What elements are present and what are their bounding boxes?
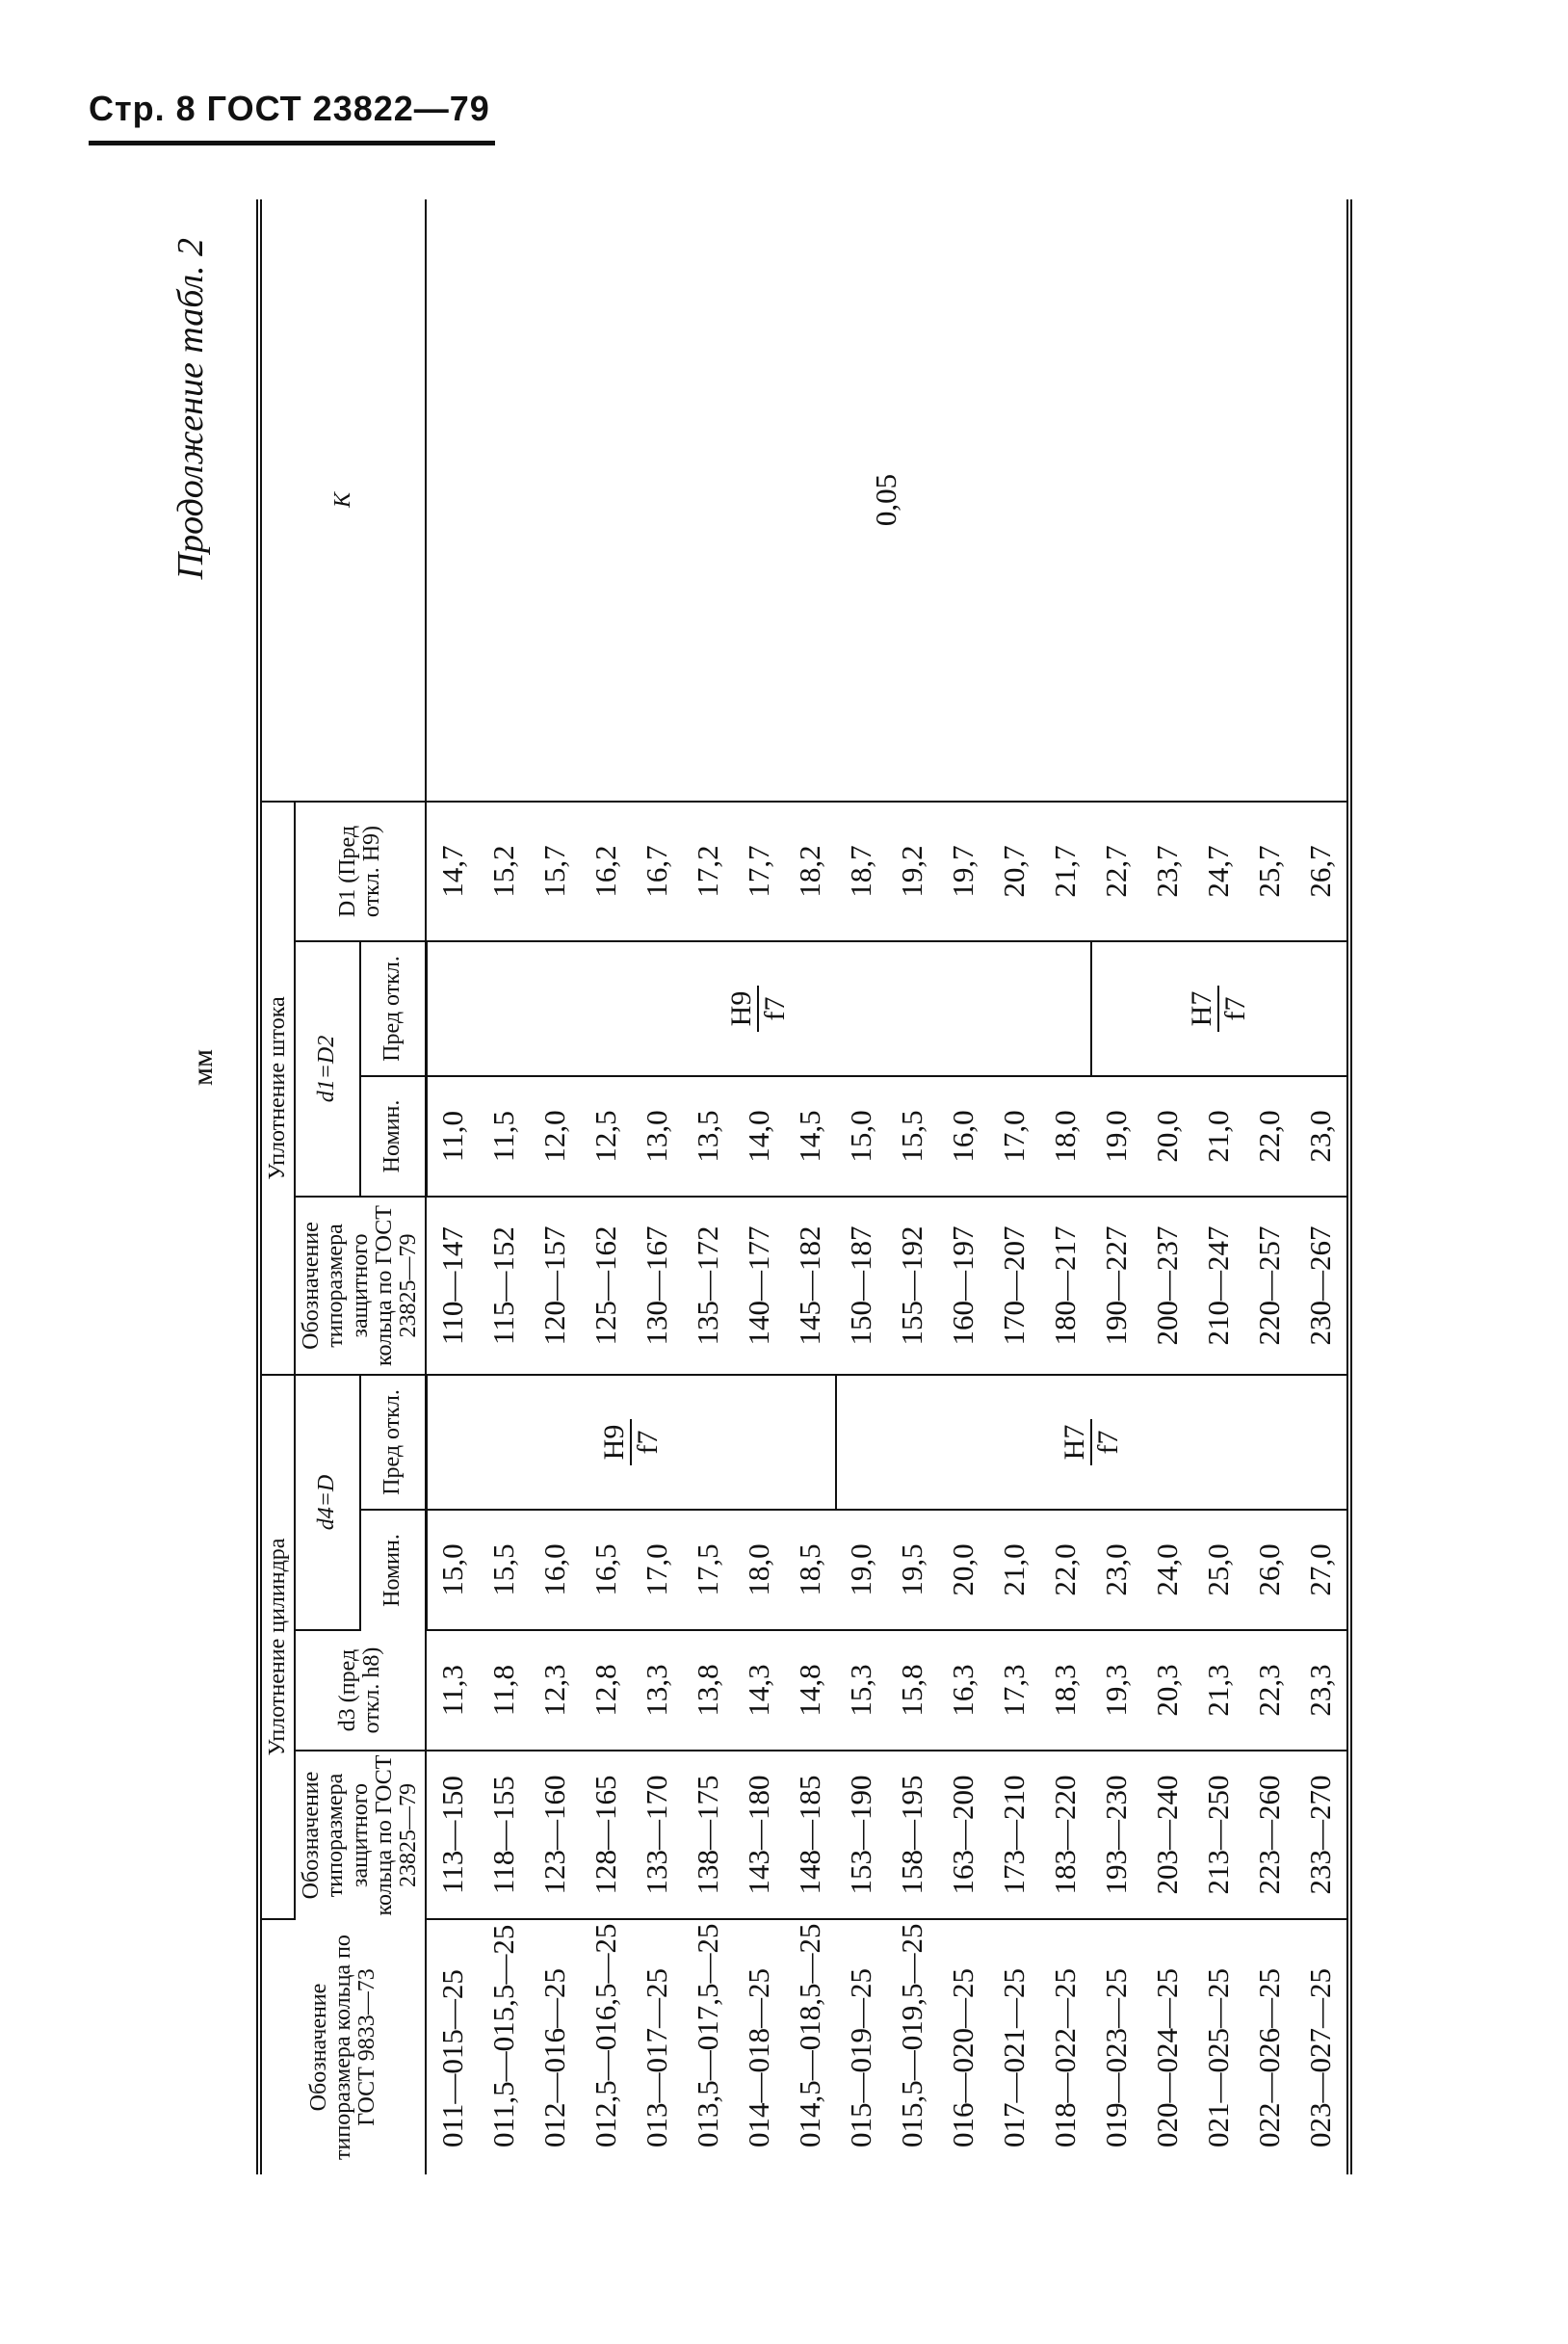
ring-designation: 023—027—25 <box>1303 1968 1338 2147</box>
rod-protect-ring: 115—152 <box>479 1197 530 1375</box>
col-ring-header: Обозначение типоразмера кольца по ГОСТ 9833—73 <box>259 1919 426 2174</box>
cyl-protect-ring: 233—270 <box>1295 1751 1349 1919</box>
ring-designation: 020—024—25 <box>1150 1968 1185 2147</box>
rod-nomin: 18,0 <box>1040 1076 1091 1197</box>
D1-value: 17,7 <box>734 802 785 941</box>
rod-tolerance-a <box>426 941 1091 1076</box>
cyl-protect-ring: 223—260 <box>1244 1751 1295 1919</box>
ring-designation: 012,5—016,5—25 <box>588 1923 623 2147</box>
ring-designation: 015—019—25 <box>844 1968 878 2147</box>
cylinder-group-header: Уплотнение цилиндра <box>259 1375 295 1919</box>
rod-nomin: 12,5 <box>581 1076 632 1197</box>
cylinder-tolerance-a <box>426 1375 836 1510</box>
cyl-nomin: 16,5 <box>581 1510 632 1630</box>
dimensions-table <box>256 199 1352 2174</box>
cyl-nomin: 25,0 <box>1193 1510 1244 1630</box>
header-rule <box>89 141 495 145</box>
cyl-protect-ring: 163—200 <box>938 1751 989 1919</box>
rod-protect-ring: 145—182 <box>785 1197 836 1375</box>
ring-designation: 013—017—25 <box>640 1968 674 2147</box>
rod-nomin: 13,0 <box>632 1076 683 1197</box>
cyl-protect-ring: 193—230 <box>1091 1751 1142 1919</box>
ring-designation: 015,5—019,5—25 <box>895 1923 929 2147</box>
col-d1-header: d1=D2 <box>295 941 359 1197</box>
tolerance-hole: H7 <box>1058 1419 1092 1466</box>
cyl-nomin: 15,5 <box>479 1510 530 1630</box>
D1-value: 19,2 <box>887 802 938 941</box>
rod-protect-ring: 190—227 <box>1091 1197 1142 1375</box>
d3-value: 18,3 <box>1040 1630 1091 1751</box>
tolerance-hole: H9 <box>598 1419 632 1466</box>
rod-nomin: 20,0 <box>1142 1076 1193 1197</box>
ring-designation: 013,5—017,5—25 <box>691 1923 725 2147</box>
rod-nomin: 17,0 <box>989 1076 1040 1197</box>
ring-designation: 016—020—25 <box>946 1968 980 2147</box>
cyl-nomin: 19,0 <box>836 1510 887 1630</box>
col-rod-protect-header: Обозначение типоразмера защитного кольца по ГОСТ 23825—79 <box>295 1197 426 1375</box>
rod-protect-ring: 130—167 <box>632 1197 683 1375</box>
tolerance-hole: H9 <box>725 986 759 1033</box>
cyl-protect-ring: 123—160 <box>530 1751 581 1919</box>
col-D1-header: D1 (Пред откл. H9) <box>295 802 426 941</box>
rod-protect-ring: 135—172 <box>683 1197 734 1375</box>
ring-designation: 014—018—25 <box>742 1968 776 2147</box>
cyl-nomin: 17,5 <box>683 1510 734 1630</box>
tolerance-fraction <box>725 986 791 1033</box>
table-caption: Продолжение табл. 2 <box>170 238 211 580</box>
rod-nomin: 15,5 <box>887 1076 938 1197</box>
rod-nomin: 11,0 <box>426 1076 479 1197</box>
table-body <box>426 199 1349 2174</box>
D1-value: 16,7 <box>632 802 683 941</box>
tolerance-shaft: f7 <box>759 996 792 1021</box>
tolerance-fraction <box>1186 986 1251 1033</box>
rotated-table-block <box>170 199 1499 2174</box>
rod-protect-ring: 150—187 <box>836 1197 887 1375</box>
ring-designation: 012—016—25 <box>537 1968 572 2147</box>
k-value: 0,05 <box>426 199 1349 802</box>
rod-nomin: 12,0 <box>530 1076 581 1197</box>
d3-value: 15,8 <box>887 1630 938 1751</box>
D1-value: 19,7 <box>938 802 989 941</box>
rod-protect-ring: 170—207 <box>989 1197 1040 1375</box>
rod-tolerance-b <box>1091 941 1349 1076</box>
cyl-protect-ring: 183—220 <box>1040 1751 1091 1919</box>
page-header: Стр. 8 ГОСТ 23822—79 <box>89 89 490 128</box>
rod-protect-ring: 160—197 <box>938 1197 989 1375</box>
ring-designation: 011,5—015,5—25 <box>486 1924 521 2147</box>
cyl-protect-ring: 133—170 <box>632 1751 683 1919</box>
d3-value: 11,8 <box>479 1630 530 1751</box>
cyl-protect-ring: 148—185 <box>785 1751 836 1919</box>
d3-value: 14,3 <box>734 1630 785 1751</box>
col-k-header: K <box>259 199 426 802</box>
rod-nomin: 19,0 <box>1091 1076 1142 1197</box>
rod-protect-ring: 200—237 <box>1142 1197 1193 1375</box>
tolerance-fraction <box>1058 1419 1124 1466</box>
col-cyl-protect-header: Обозначение типоразмера защитного кольца по ГОСТ 23825—79 <box>295 1751 426 1919</box>
cyl-nomin: 24,0 <box>1142 1510 1193 1630</box>
d3-value: 15,3 <box>836 1630 887 1751</box>
cyl-protect-ring: 158—195 <box>887 1751 938 1919</box>
D1-value: 24,7 <box>1193 802 1244 941</box>
D1-value: 20,7 <box>989 802 1040 941</box>
d3-value: 23,3 <box>1295 1630 1349 1751</box>
d3-value: 16,3 <box>938 1630 989 1751</box>
rod-protect-ring: 140—177 <box>734 1197 785 1375</box>
cyl-nomin: 17,0 <box>632 1510 683 1630</box>
d3-value: 11,3 <box>426 1630 479 1751</box>
rod-nomin: 14,0 <box>734 1076 785 1197</box>
ring-designation: 022—026—25 <box>1252 1968 1287 2147</box>
d3-value: 13,8 <box>683 1630 734 1751</box>
D1-value: 26,7 <box>1295 802 1349 941</box>
D1-value: 23,7 <box>1142 802 1193 941</box>
rod-protect-ring: 120—157 <box>530 1197 581 1375</box>
cyl-protect-ring: 203—240 <box>1142 1751 1193 1919</box>
D1-value: 17,2 <box>683 802 734 941</box>
col-d3-header: d3 (пред откл. h8) <box>295 1630 426 1751</box>
cyl-nomin: 16,0 <box>530 1510 581 1630</box>
rod-nomin: 15,0 <box>836 1076 887 1197</box>
cyl-nomin: 23,0 <box>1091 1510 1142 1630</box>
D1-value: 15,7 <box>530 802 581 941</box>
D1-value: 16,2 <box>581 802 632 941</box>
units-label: мм <box>187 1049 219 1086</box>
D1-value: 14,7 <box>426 802 479 941</box>
cyl-nomin: 27,0 <box>1295 1510 1349 1630</box>
cyl-protect-ring: 153—190 <box>836 1751 887 1919</box>
cyl-nomin: 18,5 <box>785 1510 836 1630</box>
cyl-protect-ring: 173—210 <box>989 1751 1040 1919</box>
d3-value: 20,3 <box>1142 1630 1193 1751</box>
cyl-protect-ring: 138—175 <box>683 1751 734 1919</box>
col-cyl-nomin-header: Номин. <box>360 1510 426 1630</box>
D1-value: 15,2 <box>479 802 530 941</box>
ring-designation: 018—022—25 <box>1048 1968 1083 2147</box>
cyl-protect-ring: 118—155 <box>479 1751 530 1919</box>
D1-value: 22,7 <box>1091 802 1142 941</box>
d3-value: 14,8 <box>785 1630 836 1751</box>
rod-protect-ring: 125—162 <box>581 1197 632 1375</box>
cyl-nomin: 18,0 <box>734 1510 785 1630</box>
cyl-nomin: 22,0 <box>1040 1510 1091 1630</box>
d3-value: 12,8 <box>581 1630 632 1751</box>
ring-designation: 011—015—25 <box>434 1969 469 2147</box>
d3-value: 13,3 <box>632 1630 683 1751</box>
d3-value: 19,3 <box>1091 1630 1142 1751</box>
rod-nomin: 23,0 <box>1295 1076 1349 1197</box>
D1-value: 21,7 <box>1040 802 1091 941</box>
D1-value: 25,7 <box>1244 802 1295 941</box>
d3-value: 22,3 <box>1244 1630 1295 1751</box>
tolerance-shaft: f7 <box>631 1430 664 1455</box>
cyl-nomin: 26,0 <box>1244 1510 1295 1630</box>
d3-value: 17,3 <box>989 1630 1040 1751</box>
d3-value: 12,3 <box>530 1630 581 1751</box>
cyl-protect-ring: 143—180 <box>734 1751 785 1919</box>
d3-value: 21,3 <box>1193 1630 1244 1751</box>
table-row <box>426 199 479 2174</box>
ring-designation: 014,5—018,5—25 <box>793 1923 827 2147</box>
ring-designation: 017—021—25 <box>997 1968 1032 2147</box>
rod-group-header: Уплотнение штока <box>259 802 295 1375</box>
cyl-protect-ring: 113—150 <box>426 1751 479 1919</box>
tolerance-fraction <box>598 1419 664 1466</box>
ring-designation: 021—025—25 <box>1201 1968 1236 2147</box>
rod-nomin: 14,5 <box>785 1076 836 1197</box>
cyl-nomin: 20,0 <box>938 1510 989 1630</box>
tolerance-shaft: f7 <box>1091 1430 1124 1455</box>
rod-nomin: 13,5 <box>683 1076 734 1197</box>
D1-value: 18,2 <box>785 802 836 941</box>
col-d4-header: d4=D <box>295 1375 359 1630</box>
tolerance-shaft: f7 <box>1219 996 1252 1021</box>
rod-protect-ring: 220—257 <box>1244 1197 1295 1375</box>
cyl-protect-ring: 128—165 <box>581 1751 632 1919</box>
tolerance-hole: H7 <box>1186 986 1219 1033</box>
col-rod-tol-header: Пред откл. <box>360 941 426 1076</box>
rod-protect-ring: 210—247 <box>1193 1197 1244 1375</box>
rod-protect-ring: 180—217 <box>1040 1197 1091 1375</box>
cyl-protect-ring: 213—250 <box>1193 1751 1244 1919</box>
col-cyl-tol-header: Пред откл. <box>360 1375 426 1510</box>
cyl-nomin: 21,0 <box>989 1510 1040 1630</box>
cyl-nomin: 19,5 <box>887 1510 938 1630</box>
rod-protect-ring: 230—267 <box>1295 1197 1349 1375</box>
rod-nomin: 11,5 <box>479 1076 530 1197</box>
cylinder-tolerance-b <box>836 1375 1349 1510</box>
rod-protect-ring: 110—147 <box>426 1197 479 1375</box>
cyl-nomin: 15,0 <box>426 1510 479 1630</box>
col-rod-nomin-header: Номин. <box>360 1076 426 1197</box>
ring-designation: 019—023—25 <box>1099 1968 1134 2147</box>
rod-protect-ring: 155—192 <box>887 1197 938 1375</box>
D1-value: 18,7 <box>836 802 887 941</box>
rod-nomin: 22,0 <box>1244 1076 1295 1197</box>
rod-nomin: 21,0 <box>1193 1076 1244 1197</box>
rod-nomin: 16,0 <box>938 1076 989 1197</box>
